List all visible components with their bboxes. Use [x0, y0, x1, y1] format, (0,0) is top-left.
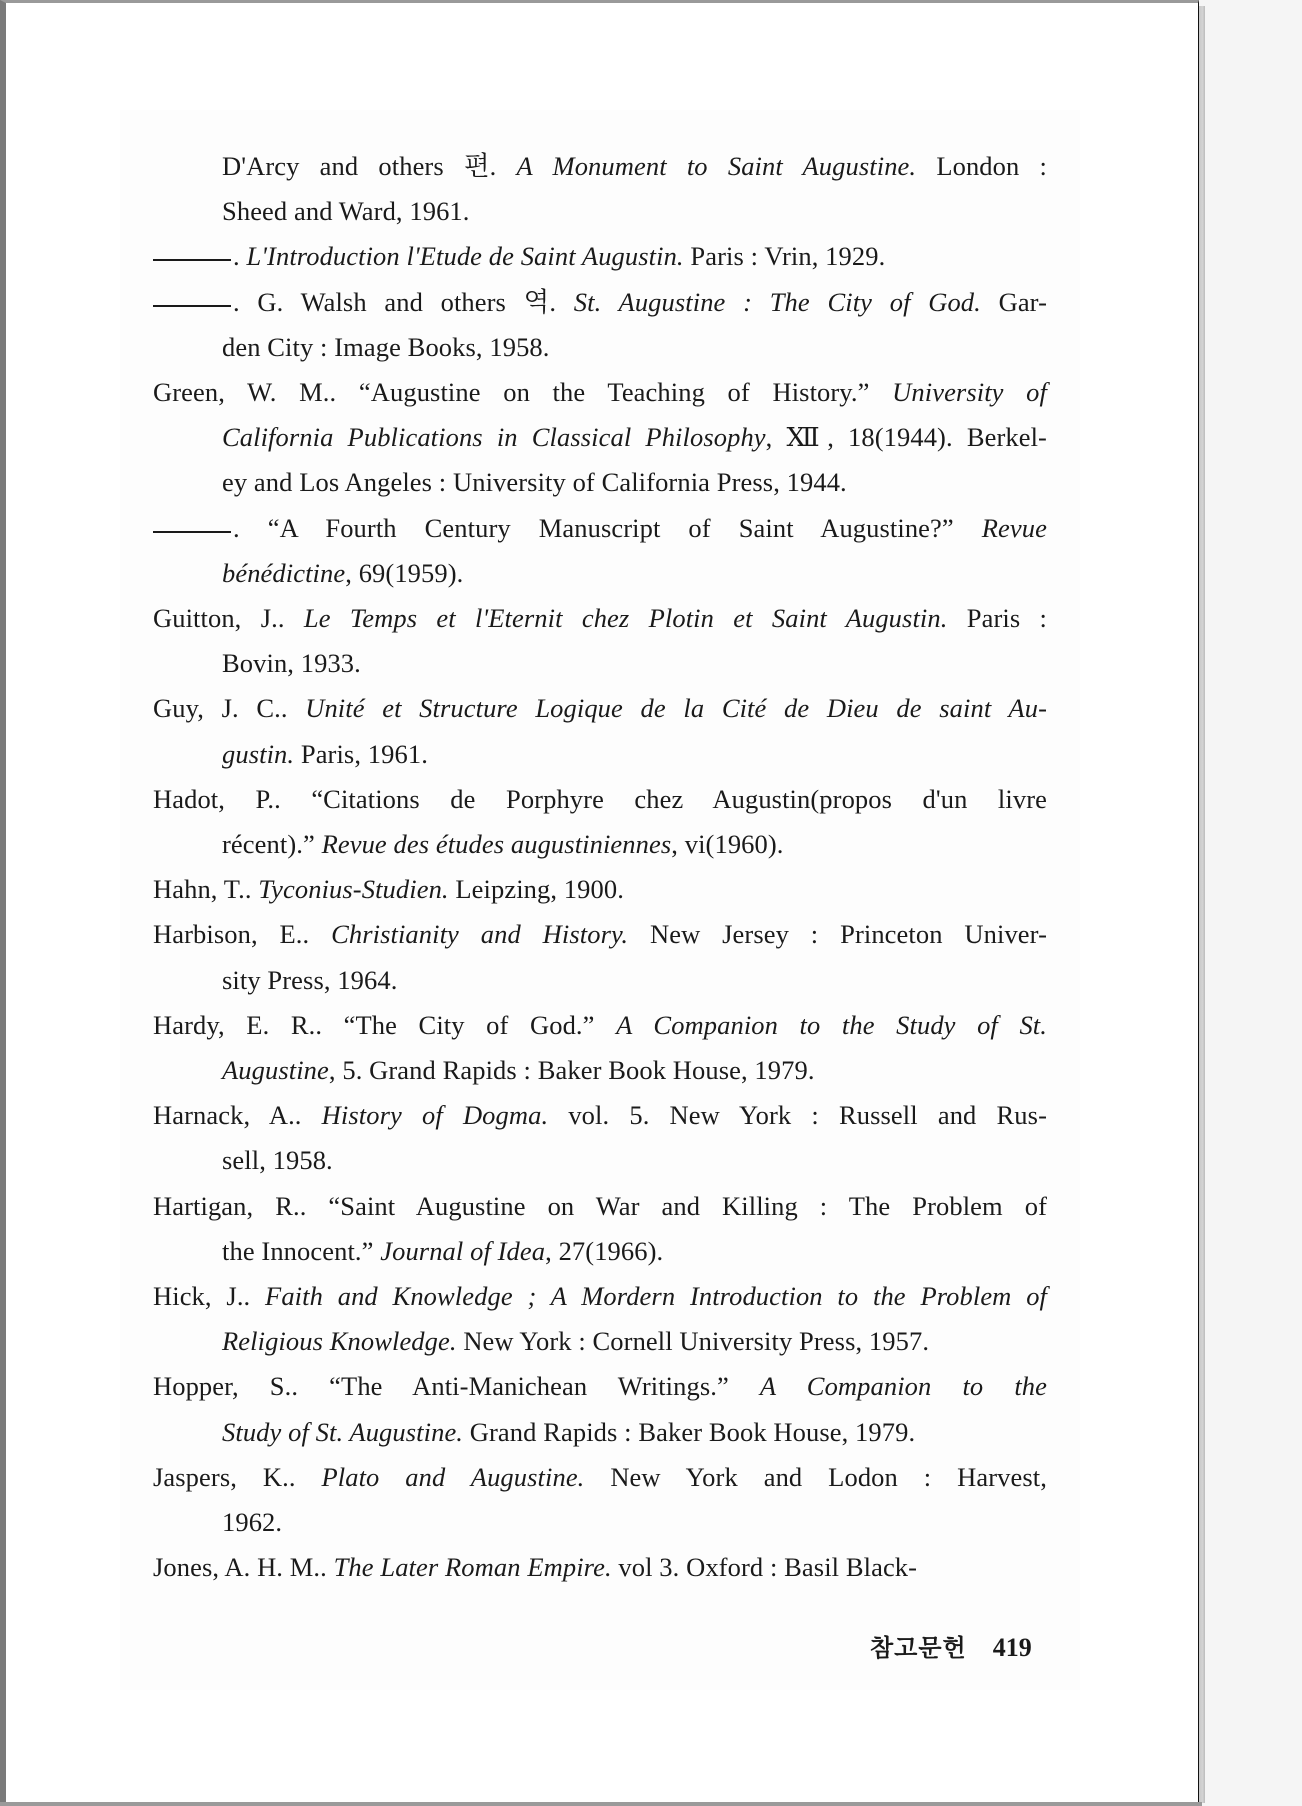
citation-text: Hick, J..: [153, 1281, 266, 1311]
italic-title-text: Revue: [981, 512, 1047, 543]
entry-continuation-line: [222, 191, 1047, 231]
entry-first-line: [153, 1366, 1047, 1406]
citation-text: Hardy, E. R.. “The City of God.”: [153, 1009, 617, 1040]
same-author-dash: [153, 531, 231, 533]
italic-title-text: Christianity and History.: [331, 919, 629, 950]
citation-text: , vi(1960).: [671, 829, 784, 859]
entry-first-line: [153, 1186, 1047, 1226]
entry-first-line: [153, 1547, 1047, 1587]
citation-text: Guitton, J..: [153, 603, 304, 633]
citation-text: Grand Rapids : Baker Book House, 1979.: [463, 1416, 916, 1447]
entry-first-line: [153, 914, 1047, 954]
italic-title-text: Plato and Augustine.: [321, 1461, 585, 1492]
entry-continuation-line: [222, 553, 1047, 593]
italic-title-text: Religious Knowledge.: [222, 1326, 457, 1357]
citation-text: . “A Fourth Century Manuscript of Saint Augustine?”: [233, 512, 982, 543]
entry-continuation-line: [222, 1050, 1047, 1090]
citation-text: Jones, A. H. M..: [153, 1552, 334, 1583]
same-author-dash: [153, 305, 231, 307]
same-author-dash: [153, 259, 231, 261]
italic-title-text: St. Augustine : The City of God.: [573, 286, 981, 317]
entry-first-line: [153, 598, 1047, 638]
entry-continuation-line: [222, 1231, 1047, 1271]
entry-first-line: [153, 372, 1047, 412]
italic-title-text: The Later Roman Empire.: [333, 1552, 612, 1583]
entry-continuation-line: [222, 417, 1047, 457]
citation-text: Paris :: [947, 603, 1047, 633]
entry-continuation-line: [222, 1502, 1047, 1542]
italic-title-text: gustin.: [222, 738, 295, 769]
italic-title-text: A Monument to Saint Augustine.: [516, 151, 917, 181]
page-number: 419: [992, 1633, 1032, 1662]
italic-title-text: Study of St. Augustine.: [222, 1416, 464, 1447]
citation-text: Hahn, T..: [153, 874, 259, 905]
section-label: 참고문헌: [870, 1634, 967, 1662]
entry-first-line: [153, 282, 1047, 322]
citation-text: Harnack, A..: [153, 1100, 322, 1131]
citation-text: Gar-: [980, 286, 1047, 317]
entry-continuation-line: [222, 1140, 1047, 1180]
citation-text: 1962.: [222, 1507, 283, 1537]
citation-text: the Innocent.”: [222, 1235, 381, 1266]
citation-text: New Jersey : Princeton Univer-: [628, 919, 1047, 950]
italic-title-text: A Companion to the: [759, 1371, 1047, 1402]
italic-title-text: Tyconius-Studien.: [258, 874, 449, 905]
citation-text: vol 3. Oxford : Basil Black-: [611, 1552, 918, 1583]
citation-text: Guy, J. C..: [153, 693, 306, 724]
entry-continuation-line: [222, 1321, 1047, 1361]
italic-title-text: Unité et Structure Logique de la Cité de Dieu de saint Au-: [305, 693, 1047, 724]
page-edge-bottom: [0, 1802, 1202, 1806]
entry-first-line: [153, 779, 1047, 819]
italic-title-text: Augustine: [222, 1055, 329, 1085]
citation-text: sell, 1958.: [222, 1145, 333, 1176]
page-edge-right: [1199, 6, 1205, 1803]
citation-text: New York : Cornell University Press, 1957.: [456, 1326, 930, 1357]
italic-title-text: Revue des études augustiniennes: [321, 829, 672, 859]
entry-first-line: [153, 869, 1047, 909]
citation-text: , 5. Grand Rapids : Baker Book House, 1979.: [328, 1055, 815, 1085]
citation-text: Hartigan, R.. “Saint Augustine on War and Killing : The Problem of: [153, 1190, 1047, 1221]
citation-text: Hopper, S.. “The Anti-Manichean Writings.”: [153, 1371, 760, 1402]
entry-continuation-line: [222, 960, 1047, 1000]
italic-title-text: A Companion to the Study of St.: [616, 1009, 1047, 1040]
citation-text: récent).”: [222, 829, 322, 859]
italic-title-text: History of Dogma.: [321, 1100, 549, 1131]
citation-text: Paris, 1961.: [294, 738, 428, 769]
entry-first-line: [153, 508, 1047, 548]
citation-text: sity Press, 1964.: [222, 964, 398, 995]
entry-first-line: [222, 146, 1047, 186]
citation-text: Harbison, E..: [153, 919, 332, 950]
entry-first-line: [153, 1457, 1047, 1497]
italic-title-text: University of: [892, 377, 1047, 407]
entry-first-line: [153, 1095, 1047, 1135]
entry-continuation-line: [222, 1412, 1047, 1452]
citation-text: Green, W. M.. “Augustine on the Teaching of History.”: [153, 377, 893, 407]
entry-first-line: [153, 1276, 1047, 1316]
citation-text: Jaspers, K..: [153, 1461, 322, 1492]
entry-continuation-line: [222, 327, 1047, 367]
citation-text: .: [233, 241, 247, 272]
italic-title-text: Le Temps et l'Eternit chez Plotin et Saint Augustin.: [303, 603, 948, 633]
citation-text: D'Arcy and others 편.: [222, 151, 517, 181]
citation-text: Bovin, 1933.: [222, 648, 361, 679]
citation-text: Sheed and Ward, 1961.: [222, 196, 470, 227]
citation-text: ey and Los Angeles : University of California Press, 1944.: [222, 467, 847, 498]
citation-text: Leipzing, 1900.: [448, 874, 624, 905]
citation-text: , Ⅻ, 18(1944). Berkel-: [765, 422, 1047, 453]
entry-continuation-line: [222, 734, 1047, 774]
citation-text: Paris : Vrin, 1929.: [683, 241, 886, 272]
citation-text: , 27(1966).: [545, 1235, 664, 1266]
italic-title-text: L'Introduction l'Etude de Saint Augustin.: [246, 241, 684, 272]
entry-first-line: [153, 688, 1047, 728]
citation-text: , 69(1959).: [345, 557, 464, 588]
entry-continuation-line: [222, 643, 1047, 683]
italic-title-text: California Publications in Classical Philosophy: [222, 422, 766, 453]
citation-text: New York and Lodon : Harvest,: [584, 1461, 1047, 1492]
italic-title-text: Journal of Idea: [380, 1235, 546, 1266]
citation-text: den City : Image Books, 1958.: [222, 331, 550, 362]
citation-text: vol. 5. New York : Russell and Rus-: [548, 1100, 1047, 1131]
italic-title-text: Faith and Knowledge ; A Mordern Introduction to the Problem of: [265, 1281, 1048, 1311]
italic-title-text: bénédictine: [222, 557, 346, 588]
entry-first-line: [153, 1005, 1047, 1045]
entry-continuation-line: [222, 462, 1047, 502]
entry-continuation-line: [222, 824, 1047, 864]
entry-first-line: [153, 236, 1047, 276]
page-footer: [870, 1628, 1032, 1663]
citation-text: . G. Walsh and others 역.: [233, 286, 574, 317]
citation-text: Hadot, P.. “Citations de Porphyre chez Augustin(propos d'un livre: [153, 783, 1047, 814]
citation-text: London :: [916, 151, 1047, 181]
